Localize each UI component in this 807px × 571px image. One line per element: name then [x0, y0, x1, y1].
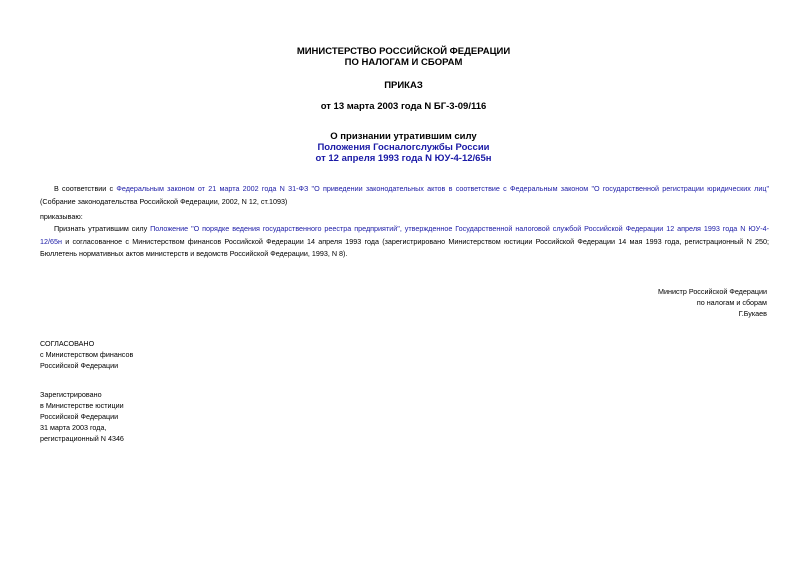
signature-name: Г.Букаев — [738, 309, 767, 318]
agreed-line1: СОГЛАСОВАНО — [40, 339, 95, 348]
ministry-title-line2: ПО НАЛОГАМ И СБОРАМ — [344, 57, 463, 68]
registered-line5: регистрационный N 4346 — [40, 434, 124, 443]
paragraph-order — [40, 223, 769, 261]
registered-block — [40, 389, 124, 444]
order-word: приказываю: — [40, 212, 83, 221]
agreed-block — [40, 338, 133, 371]
federal-law-link[interactable]: Федеральным законом от 21 марта 2002 года N 31-ФЗ "О приведении законодательных актов в соответствие с Федеральным законом "О государственной регистрации юридических лиц" — [116, 184, 769, 193]
registered-line2: в Министерстве юстиции — [40, 401, 124, 410]
paragraph-basis-prefix: В соответствии с — [54, 184, 117, 193]
paragraph-basis-suffix: (Собрание законодательства Российской Федерации, 2002, N 12, ст.1093) — [40, 196, 288, 206]
signature-block — [658, 286, 767, 319]
subject-line1: О признании утратившим силу — [330, 131, 477, 142]
registered-line4: 31 марта 2003 года, — [40, 423, 107, 432]
signature-title-line2: по налогам и сборам — [696, 298, 767, 307]
agreed-line2: с Министерством финансов — [40, 350, 134, 359]
paragraph-order-prefix: Признать утратившим силу — [54, 224, 151, 233]
regulation-link[interactable]: Положение "О порядке ведения государственного реестра предприятий", утвержденное Государственной налоговой службой Российской Федерации 12 апреля 1993 года N ЮУ-4-12/65н — [40, 224, 769, 246]
subject-line2: Положения Госналогслужбы России — [317, 142, 490, 153]
registered-line1: Зарегистрировано — [40, 390, 102, 399]
ministry-title-line1: МИНИСТЕРСТВО РОССИЙСКОЙ ФЕДЕРАЦИИ — [296, 46, 511, 57]
registered-line3: Российской Федерации — [40, 412, 119, 421]
agreed-line3: Российской Федерации — [40, 361, 119, 370]
signature-title-line1: Министр Российской Федерации — [657, 287, 767, 296]
document-type: ПРИКАЗ — [384, 80, 423, 91]
subject-line3: от 12 апреля 1993 года N ЮУ-4-12/65н — [315, 153, 492, 164]
paragraph-basis — [40, 183, 769, 208]
paragraph-order-suffix: и согласованное с Министерством финансов Российской Федерации 14 апреля 1993 года (зарегистрировано Министерством юстиции Российской Федерации 14 мая 1993 года, регистрационный N 250; Бюллетень нормативных актов министерств и ведомств Российской Федерации, 1993, N 8). — [40, 236, 769, 258]
document-date-number: от 13 марта 2003 года N БГ-3-09/116 — [320, 101, 487, 112]
